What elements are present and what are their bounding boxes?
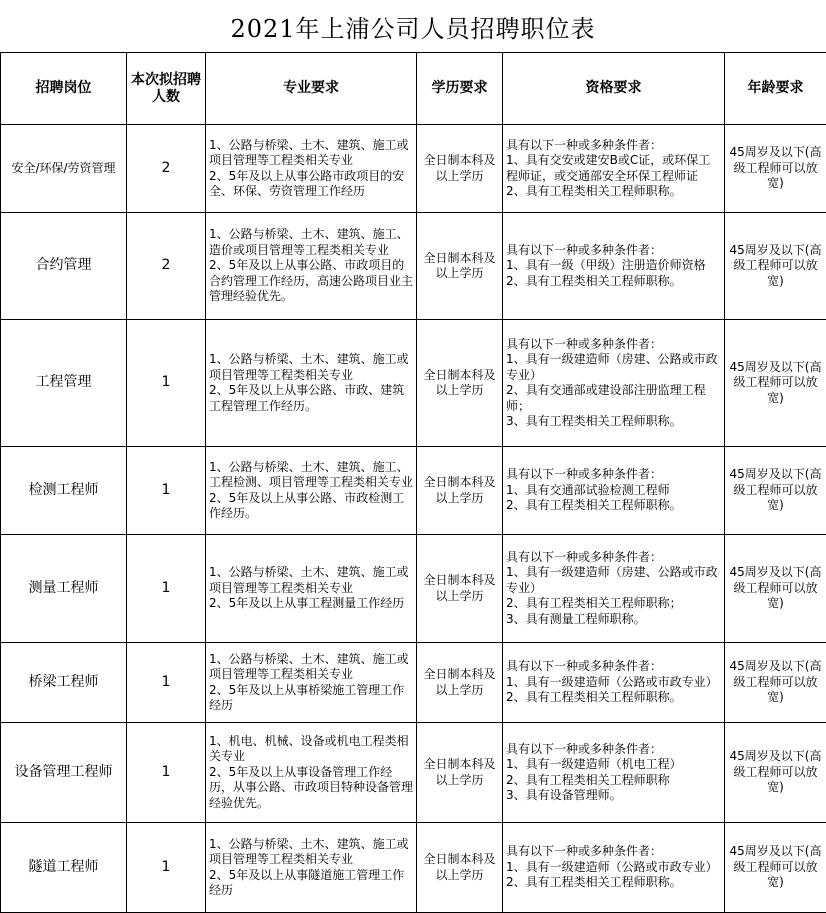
education-cell: 全日制本科及以上学历 [417, 643, 503, 723]
major-line: 1、公路与桥梁、土木、建筑、施工或项目管理等工程类相关专业 [209, 137, 409, 167]
major-line: 1、公路与桥梁、土木、建筑、施工、工程检测、项目管理等工程类相关专业 [209, 459, 414, 489]
education-cell: 全日制本科及以上学历 [417, 320, 503, 447]
count-cell: 2 [127, 213, 206, 320]
count-cell: 1 [127, 320, 206, 447]
qualification-line: 1、具有一级建造师（房建、公路或市政专业） [506, 565, 718, 595]
major-line: 1、公路与桥梁、土木、建筑、施工或项目管理等工程类相关专业 [209, 836, 409, 866]
recruitment-table [0, 52, 826, 913]
major-cell [206, 447, 417, 535]
age-cell: 45周岁及以下(高级工程师可以放宽) [725, 213, 826, 320]
qualification-line: 1、具有一级（甲级）注册造价师资格 [506, 258, 706, 273]
major-cell [206, 320, 417, 447]
education-cell: 全日制本科及以上学历 [417, 447, 503, 535]
qualification-cell [503, 125, 725, 213]
position-cell: 检测工程师 [1, 447, 127, 535]
header-row [1, 53, 826, 125]
qualification-line: 2、具有工程类相关工程师职称。 [506, 875, 682, 890]
education-cell: 全日制本科及以上学历 [417, 535, 503, 643]
qualification-line: 1、具有交通部试验检测工程师 [506, 482, 670, 497]
count-cell: 1 [127, 643, 206, 723]
education-cell: 全日制本科及以上学历 [417, 823, 503, 913]
qualification-line: 具有以下一种或多种条件者： [506, 741, 663, 756]
header-qualification: 资格要求 [503, 53, 725, 125]
qualification-line: 具有以下一种或多种条件者： [506, 467, 663, 482]
qualification-line: 具有以下一种或多种条件者： [506, 844, 663, 859]
major-cell [206, 125, 417, 213]
age-cell: 45周岁及以下(高级工程师可以放宽) [725, 125, 826, 213]
major-cell [206, 213, 417, 320]
education-cell: 全日制本科及以上学历 [417, 213, 503, 320]
qualification-line: 3、具有工程类相关工程师职称。 [506, 414, 682, 428]
qualification-line: 具有以下一种或多种条件者： [506, 549, 663, 564]
header-count: 本次拟招聘人数 [127, 53, 206, 125]
qualification-line: 3、具有测量工程师职称。 [506, 611, 646, 626]
major-line: 1、公路与桥梁、土木、建筑、施工或项目管理等工程类相关专业 [209, 352, 409, 382]
count-cell: 1 [127, 535, 206, 643]
qualification-line: 3、具有设备管理师。 [506, 788, 622, 802]
qualification-line: 具有以下一种或多种条件者： [506, 336, 663, 351]
major-line: 1、公路与桥梁、土木、建筑、施工或项目管理等工程类相关专业 [209, 565, 409, 595]
header-education: 学历要求 [417, 53, 503, 125]
count-cell: 1 [127, 823, 206, 913]
major-line: 2、5年及以上从事公路市政项目的安全、环保、劳资管理工作经历 [209, 168, 405, 198]
position-cell: 桥梁工程师 [1, 643, 127, 723]
position-cell: 设备管理工程师 [1, 723, 127, 823]
position-cell: 合约管理 [1, 213, 127, 320]
major-line: 2、5年及以上从事隧道施工管理工作经历 [209, 867, 405, 897]
qualification-line: 2、具有工程类相关工程师职称。 [506, 184, 682, 198]
age-cell: 45周岁及以下(高级工程师可以放宽) [725, 723, 826, 823]
education-cell: 全日制本科及以上学历 [417, 723, 503, 823]
qualification-cell [503, 320, 725, 447]
major-line: 2、5年及以上从事公路、市政检测工作经历。 [209, 490, 405, 520]
major-line: 2、5年及以上从事工程测量工作经历 [209, 596, 405, 611]
table-row [1, 447, 826, 535]
position-cell: 工程管理 [1, 320, 127, 447]
age-cell: 45周岁及以下(高级工程师可以放宽) [725, 643, 826, 723]
position-cell: 安全/环保/劳资管理 [1, 125, 127, 213]
age-cell: 45周岁及以下(高级工程师可以放宽) [725, 447, 826, 535]
age-cell: 45周岁及以下(高级工程师可以放宽) [725, 823, 826, 913]
qualification-line: 1、具有一级建造师（机电工程） [506, 757, 682, 771]
count-cell: 2 [127, 125, 206, 213]
age-cell: 45周岁及以下(高级工程师可以放宽) [725, 535, 826, 643]
qualification-cell [503, 447, 725, 535]
major-cell [206, 535, 417, 643]
major-line: 2、5年及以上从事公路、市政、建筑工程管理工作经历。 [209, 383, 405, 413]
major-line: 2、5年及以上从事桥梁施工管理工作经历 [209, 682, 405, 712]
qualification-line: 具有以下一种或多种条件者： [506, 137, 663, 152]
education-cell: 全日制本科及以上学历 [417, 125, 503, 213]
qualification-line: 1、具有一级建造师（公路或市政专业） [506, 859, 718, 874]
major-cell [206, 823, 417, 913]
qualification-line: 1、具有一级建造师（房建、公路或市政专业） [506, 352, 718, 382]
page-title: 2021年上浦公司人员招聘职位表 [230, 14, 596, 43]
age-cell: 45周岁及以下(高级工程师可以放宽) [725, 320, 826, 447]
table-row [1, 823, 826, 913]
table-row [1, 723, 826, 823]
qualification-cell [503, 823, 725, 913]
qualification-line: 具有以下一种或多种条件者： [506, 242, 663, 257]
qualification-line: 2、具有工程类相关工程师职称； [506, 596, 682, 611]
header-position: 招聘岗位 [1, 53, 127, 125]
qualification-line: 1、具有交安或建安B或C证，或环保工程师证，或交通部安全环保工程师证 [506, 153, 711, 183]
major-line: 2、5年及以上从事设备管理工作经历，从事公路、市政项目特种设备管理经验优先。 [209, 764, 414, 810]
qualification-cell [503, 723, 725, 823]
qualification-line: 具有以下一种或多种条件者： [506, 659, 663, 674]
table-row [1, 643, 826, 723]
major-line: 2、5年及以上从事公路、市政项目的合约管理工作经历，高速公路项目业主管理经验优先。 [209, 258, 414, 304]
table-row [1, 213, 826, 320]
table-row [1, 320, 826, 447]
qualification-line: 2、具有工程类相关工程师职称 [506, 772, 670, 787]
qualification-cell [503, 643, 725, 723]
qualification-line: 2、具有工程类相关工程师职称。 [506, 690, 682, 705]
major-cell [206, 723, 417, 823]
qualification-line: 2、具有工程类相关工程师职称。 [506, 498, 682, 513]
header-major: 专业要求 [206, 53, 417, 125]
qualification-line: 1、具有一级建造师（公路或市政专业） [506, 674, 718, 689]
major-cell [206, 643, 417, 723]
qualification-line: 2、具有工程类相关工程师职称。 [506, 273, 682, 288]
major-line: 1、公路与桥梁、土木、建筑、施工、造价或项目管理等工程类相关专业 [209, 227, 409, 257]
major-line: 1、公路与桥梁、土木、建筑、施工或项目管理等工程类相关专业 [209, 651, 409, 681]
count-cell: 1 [127, 447, 206, 535]
count-cell: 1 [127, 723, 206, 823]
qualification-cell [503, 535, 725, 643]
position-cell: 隧道工程师 [1, 823, 127, 913]
position-cell: 测量工程师 [1, 535, 127, 643]
major-line: 1、机电、机械、设备或机电工程类相关专业 [209, 733, 409, 764]
qualification-line: 2、具有交通部或建设部注册监理工程师； [506, 383, 706, 413]
table-row [1, 125, 826, 213]
header-age: 年龄要求 [725, 53, 826, 125]
table-row [1, 535, 826, 643]
qualification-cell [503, 213, 725, 320]
